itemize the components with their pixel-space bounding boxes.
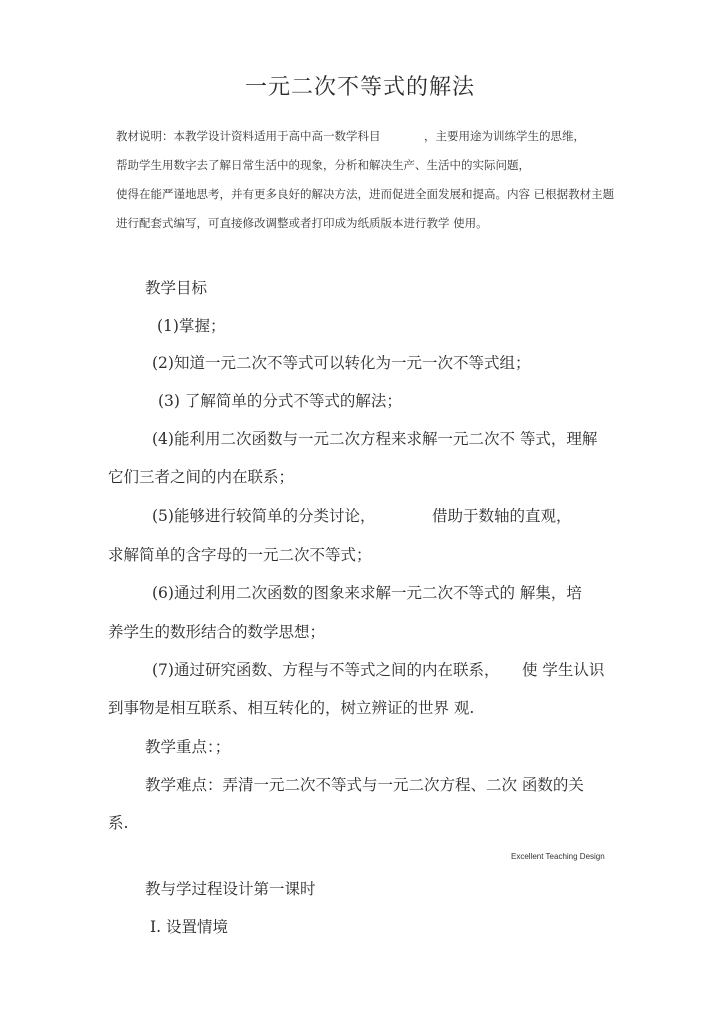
note-line-4: 进行配套式编写，可直接修改调整或者打印成为纸质版本进行教学 使用。: [116, 216, 488, 230]
objective-7-line-1b: 使 学生认识: [522, 661, 605, 679]
footer-tag: Excellent Teaching Design: [511, 852, 605, 861]
objective-5-line-1b: 借助于数轴的直观，: [432, 507, 572, 525]
objectives-heading: 教学目标: [145, 279, 208, 297]
objective-6-line-1: (6)通过利用二次函数的图象来求解一元二次不等式的 解集，培: [152, 584, 582, 602]
difficulty-line-2: 系.: [108, 814, 129, 832]
key-points: 教学重点：；: [145, 738, 231, 756]
objective-5-line-1a: (5)能够进行较简单的分类讨论，: [152, 507, 376, 525]
section-1-heading: I. 设置情境: [150, 918, 228, 936]
objective-4-line-2: 它们三者之间的内在联系；: [108, 468, 295, 486]
note-line-1a: 教材说明：本教学设计资料适用于高中高一数学科目: [116, 129, 381, 143]
objective-5-line-2: 求解简单的含字母的一元二次不等式；: [108, 546, 372, 564]
objective-7-line-1a: (7)通过研究函数、方程与不等式之间的内在联系，: [152, 661, 500, 679]
objective-4-line-1: (4)能利用二次函数与一元二次方程来求解一元二次不 等式，理解: [152, 430, 598, 448]
page-title: 一元二次不等式的解法: [244, 75, 475, 100]
note-line-2: 帮助学生用数字去了解日常生活中的现象，分析和解决生产、生活中的实际问题，: [116, 158, 530, 172]
objective-2: (2)知道一元二次不等式可以转化为一元一次不等式组；: [152, 354, 531, 372]
objective-6-line-2: 养学生的数形结合的数学思想；: [108, 623, 326, 641]
note-line-3: 使得在能严谨地思考，并有更多良好的解决方法，进而促进全面发展和提高。内容 已根据教材主题: [116, 187, 615, 201]
note-line-1b: ，主要用途为训练学生的思维，: [424, 129, 585, 143]
objective-3: (3) 了解简单的分式不等式的解法；: [158, 392, 402, 410]
objective-7-line-2: 到事物是相互联系、相互转化的，树立辨证的世界 观.: [108, 699, 475, 717]
difficulty-line-1: 教学难点：弄清一元二次不等式与一元二次方程、二次 函数的关: [145, 776, 584, 794]
objective-1: (1)掌握；: [157, 317, 226, 335]
process-heading: 教与学过程设计第一课时: [145, 880, 316, 898]
